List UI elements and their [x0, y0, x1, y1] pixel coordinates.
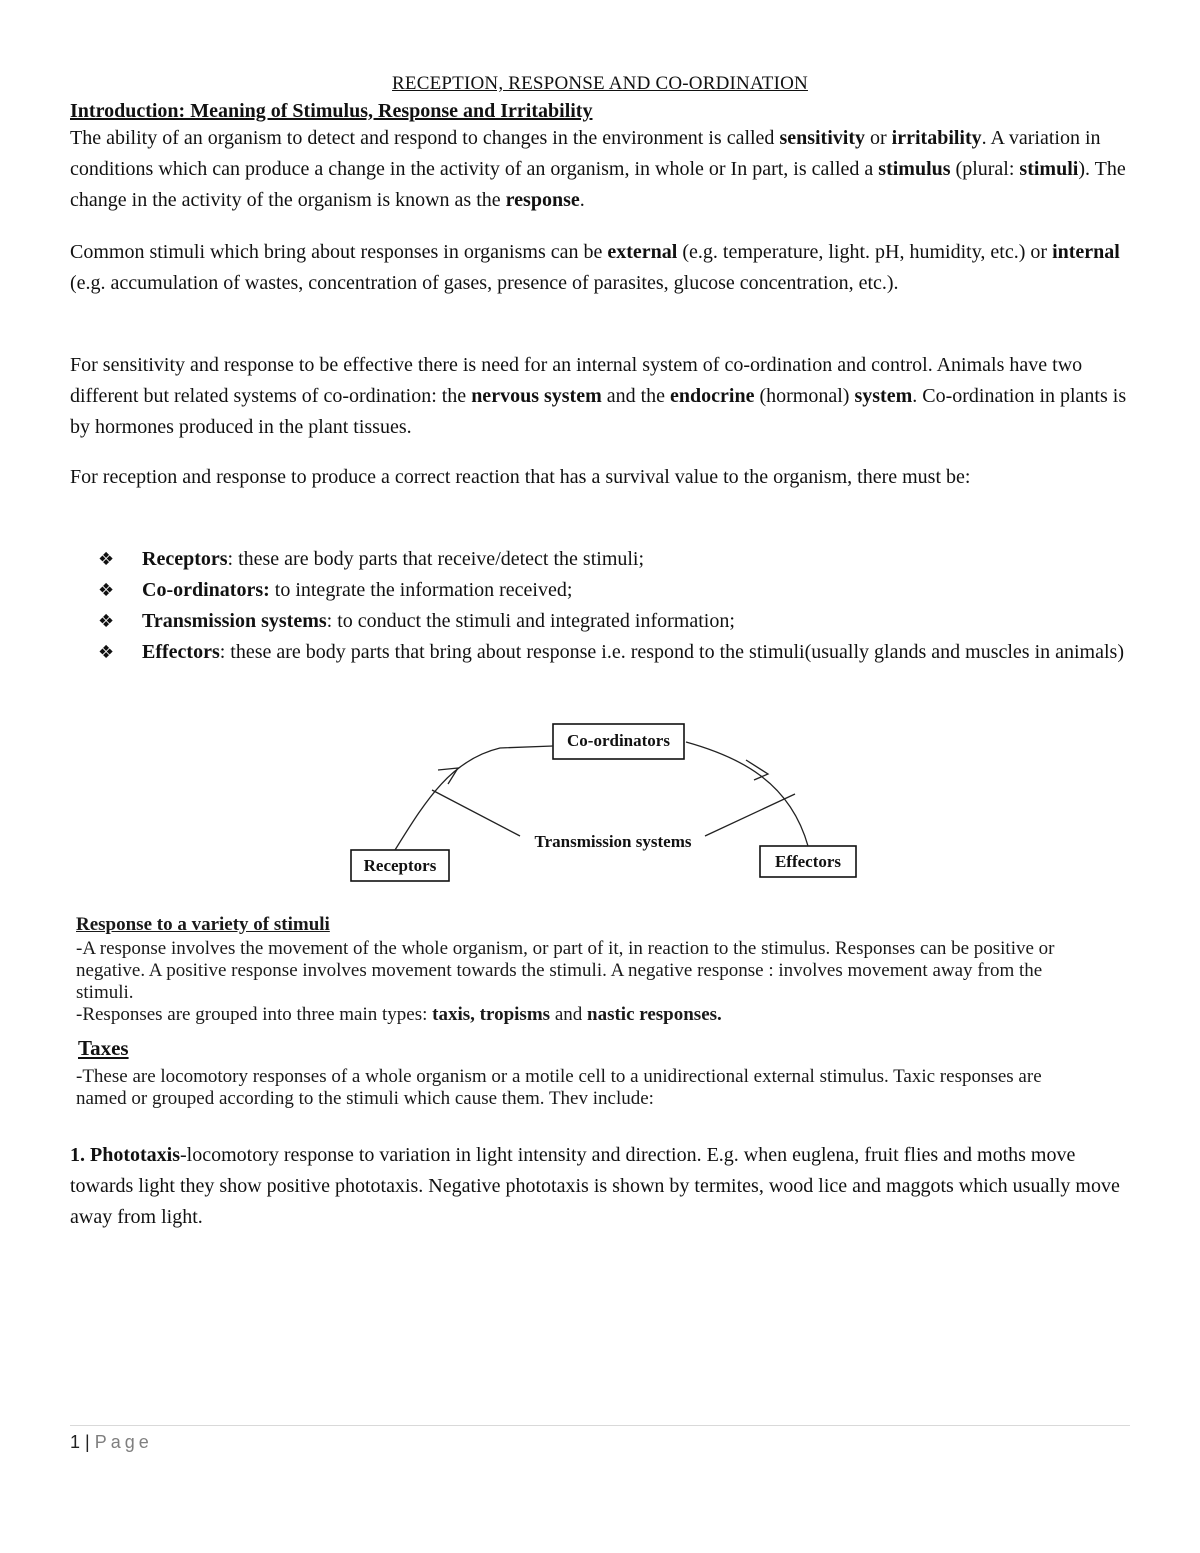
bullet-list [98, 544, 1128, 668]
text: or [865, 127, 892, 149]
text: (hormonal) [754, 385, 855, 407]
paragraph-common-stimuli [70, 237, 1132, 299]
text: and [550, 1004, 587, 1025]
taxes-paragraph: -These are locomotory responses of a whole organism or a motile cell to a unidirectional external stimulus. Taxic responses are named or grouped according to the stimuli which cause them. Thev include: [76, 1066, 1042, 1109]
term-response: response [505, 189, 580, 211]
text: (plural: [950, 158, 1020, 180]
list-item-text [142, 575, 1128, 606]
diamond-bullet-icon: ❖ [98, 549, 115, 570]
term-stimuli: stimuli [1019, 158, 1079, 180]
text: -locomotory response to variation in light intensity and direction. E.g. when euglena, fruit flies and moths move towards light they show positive phototaxis. Negative phototaxis is shown by termites, wood lice and maggots which usually move away from light. [70, 1144, 1120, 1228]
arc-receptors-to-coordinators [395, 746, 553, 850]
paragraph-reception: For reception and response to produce a correct reaction that has a survival value to the organism, there must be: [70, 466, 971, 488]
diamond-bullet-icon: ❖ [98, 642, 115, 663]
list-item [98, 544, 1128, 575]
text: Common stimuli which bring about responses in organisms can be [70, 241, 608, 263]
term: Receptors [142, 548, 228, 570]
page-number: 1 [70, 1432, 81, 1452]
term-stimulus: stimulus [878, 158, 951, 180]
text: (e.g. temperature, light. pH, humidity, etc.) or [677, 241, 1053, 263]
term: Effectors [142, 641, 220, 663]
text: : these are body parts that bring about response i.e. respond to the stimuli(usually glands and muscles in animals) [219, 641, 1124, 663]
text: to integrate the information received; [269, 579, 573, 601]
text: The ability of an organism to detect and respond to changes in the environment is called [70, 127, 780, 149]
paragraph-phototaxis [70, 1140, 1132, 1233]
diamond-bullet-icon: ❖ [98, 580, 115, 601]
page-title: RECEPTION, RESPONSE AND CO-ORDINATION [392, 73, 808, 94]
text: . Co-ordination in plants is by hormones produced in the plant tissues. [70, 385, 1127, 438]
term-internal: internal [1052, 241, 1120, 263]
term-sensitivity: sensitivity [779, 127, 865, 149]
list-item-text [142, 637, 1128, 668]
text: and the [601, 385, 671, 407]
arrowhead-icon [746, 760, 768, 780]
diamond-bullet-icon: ❖ [98, 611, 115, 632]
text: ). The change in the activity of the organism is known as the [70, 158, 1126, 211]
list-item [98, 637, 1128, 668]
taxes-heading: Taxes [78, 1036, 129, 1060]
text: : these are body parts that receive/detect the stimuli; [227, 548, 645, 570]
text: For sensitivity and response to be effective there is need for an internal system of co-ordination and control. Animals have two different but related systems of co-ordination: the [70, 354, 1083, 407]
intro-heading: Introduction: Meaning of Stimulus, Response and Irritability [70, 100, 593, 122]
response-section [76, 914, 1086, 1026]
arc-coordinators-to-effectors [686, 742, 808, 846]
footer-divider [70, 1425, 1130, 1426]
term-nastic-responses: nastic responses. [587, 1004, 722, 1025]
receptors-label: Receptors [363, 856, 437, 875]
response-heading: Response to a variety of stimuli [76, 914, 330, 935]
term-nervous-system: nervous system [471, 385, 602, 407]
response-types-paragraph [76, 1004, 1086, 1026]
page-footer [70, 1432, 153, 1453]
page-word: Page [94, 1432, 153, 1452]
list-item-text [142, 544, 1128, 575]
paragraph-sensitivity [70, 123, 1132, 216]
term-irritability: irritability [891, 127, 982, 149]
coordinators-label: Co-ordinators [567, 731, 670, 750]
term-external: external [607, 241, 678, 263]
list-item-text [142, 606, 1128, 637]
term-taxis-tropisms: taxis, tropisms [432, 1004, 551, 1025]
coordination-diagram [340, 712, 870, 887]
term-endocrine: endocrine [670, 385, 755, 407]
text: -Responses are grouped into three main types: [76, 1004, 433, 1025]
transmission-label: Transmission systems [534, 832, 692, 851]
list-item [98, 606, 1128, 637]
term-phototaxis: 1. Phototaxis [70, 1144, 180, 1166]
transmission-line-left [432, 790, 520, 836]
text: . [579, 189, 585, 211]
list-item [98, 575, 1128, 606]
term: Co-ordinators: [142, 579, 270, 601]
effectors-label: Effectors [774, 852, 842, 871]
term: Transmission systems [142, 610, 327, 632]
footer-separator: | [80, 1432, 95, 1452]
transmission-line-right [705, 794, 795, 836]
term-system: system [854, 385, 913, 407]
response-paragraph: -A response involves the movement of the whole organism, or part of it, in reaction to the stimulus. Responses can be positive or negative. A positive response involves movement towards the stimuli. A negative response : involves movement away from the stimuli. [76, 938, 1055, 1003]
paragraph-coordination [70, 350, 1132, 443]
text: (e.g. accumulation of wastes, concentration of gases, presence of parasites, glucose concentration, etc.). [70, 272, 899, 294]
text: . A variation in conditions which can produce a change in the activity of an organism, in whole or In part, is called a [70, 127, 1101, 180]
text: : to conduct the stimuli and integrated information; [326, 610, 735, 632]
